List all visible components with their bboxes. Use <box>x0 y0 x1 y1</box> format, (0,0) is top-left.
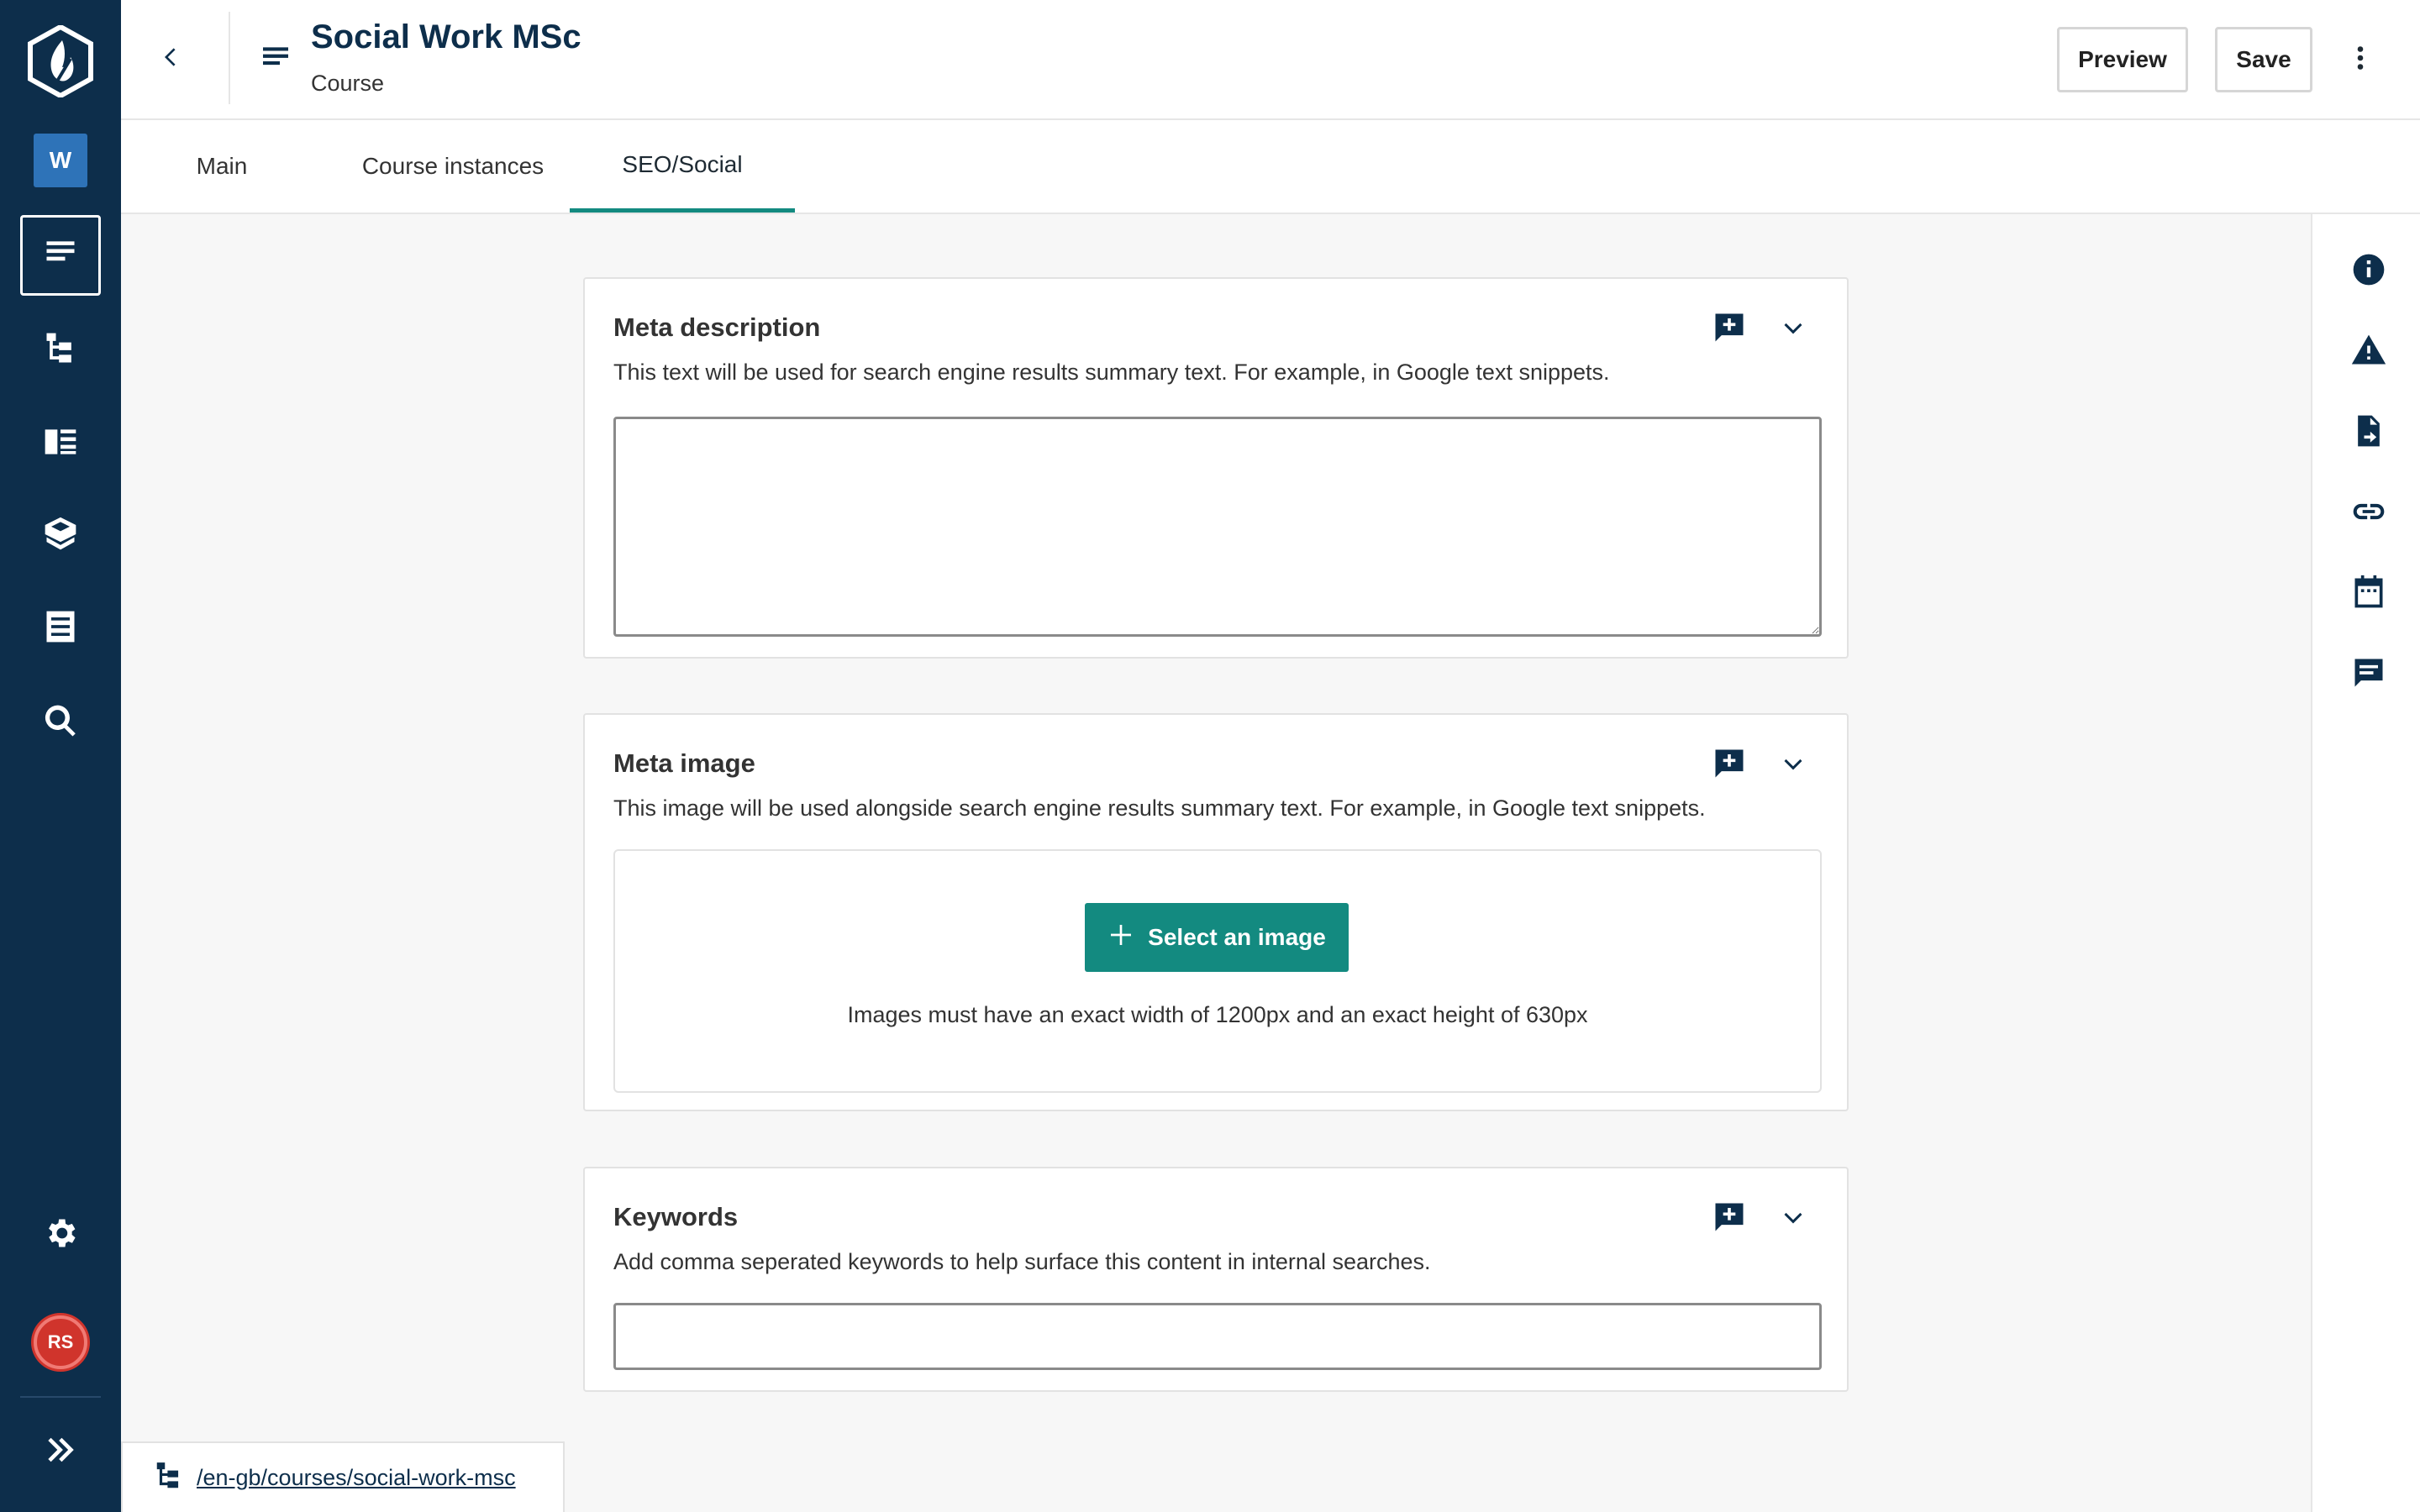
expand-nav-button[interactable] <box>20 1411 101 1492</box>
meta-description-help: This text will be used for search engine results summary text. For example, in Google text snippets. <box>613 360 1610 385</box>
plus-icon <box>1107 921 1134 954</box>
preview-button[interactable]: Preview <box>2057 27 2188 92</box>
meta-description-title: Meta description <box>613 312 821 342</box>
nav-settings-button[interactable] <box>20 1194 101 1275</box>
layout-icon <box>42 423 79 465</box>
meta-image-panel <box>583 713 1849 1111</box>
document-export-icon[interactable] <box>2349 411 2389 451</box>
page-path-link[interactable]: /en-gb/courses/social-work-msc <box>197 1464 516 1490</box>
left-navigation <box>0 0 121 1512</box>
info-icon[interactable] <box>2349 249 2389 290</box>
tab-course-instances[interactable]: Course instances <box>361 153 544 179</box>
nav-layout-button[interactable] <box>20 403 101 484</box>
nav-search-button[interactable] <box>20 682 101 763</box>
nav-divider <box>20 1396 101 1398</box>
meta-description-textarea[interactable] <box>613 417 1822 637</box>
nav-components-button[interactable] <box>20 496 101 576</box>
meta-image-help: This image will be used alongside search engine results summary text. For example, in Google text snippets. <box>613 795 1706 821</box>
calendar-icon[interactable] <box>2349 572 2389 612</box>
keywords-help: Add comma seperated keywords to help surface this content in internal searches. <box>613 1249 1431 1274</box>
comment-icon[interactable] <box>2349 653 2389 693</box>
site-tree-icon <box>42 330 79 371</box>
page-path-bar <box>121 1441 565 1512</box>
image-requirements-note: Images must have an exact width of 1200px and an exact height of 630px <box>847 1002 1588 1027</box>
back-button[interactable] <box>155 34 188 84</box>
keywords-panel <box>583 1167 1849 1392</box>
search-icon <box>42 702 79 743</box>
right-sidebar <box>2311 214 2420 1512</box>
image-dropzone <box>613 849 1822 1093</box>
chevron-down-icon[interactable] <box>1778 1202 1812 1236</box>
page-header <box>121 0 2420 120</box>
keywords-input[interactable] <box>613 1303 1822 1370</box>
chevron-down-icon[interactable] <box>1778 312 1812 346</box>
add-comment-icon[interactable] <box>1711 309 1751 349</box>
gear-icon <box>42 1215 79 1256</box>
cube-icon <box>42 516 79 557</box>
meta-image-title: Meta image <box>613 748 755 778</box>
meta-description-panel <box>583 277 1849 659</box>
user-avatar[interactable]: RS <box>34 1315 87 1369</box>
header-divider <box>229 12 230 104</box>
nav-list-button[interactable] <box>20 588 101 669</box>
keywords-title: Keywords <box>613 1202 739 1231</box>
chevron-down-icon[interactable] <box>1778 748 1812 782</box>
nav-content-button[interactable] <box>20 215 101 296</box>
site-tree-icon <box>153 1460 185 1496</box>
add-comment-icon[interactable] <box>1711 745 1751 785</box>
warning-icon[interactable] <box>2349 330 2389 370</box>
link-icon[interactable] <box>2349 491 2389 532</box>
app-logo-icon[interactable] <box>27 25 94 97</box>
double-chevron-right-icon <box>42 1431 79 1473</box>
select-image-button[interactable] <box>1085 903 1349 972</box>
add-comment-icon[interactable] <box>1711 1199 1751 1239</box>
more-options-button[interactable] <box>2348 39 2373 81</box>
page-title: Social Work MSc <box>311 18 581 55</box>
vertical-dots-icon <box>2345 43 2375 77</box>
list-document-icon <box>42 608 79 649</box>
tab-main[interactable]: Main <box>196 153 248 179</box>
tab-bar <box>121 120 2420 214</box>
content-lines-icon <box>42 235 79 276</box>
select-image-label: Select an image <box>1148 924 1326 950</box>
content-type-icon <box>259 40 292 74</box>
content-type-label: Course <box>311 71 385 96</box>
save-button[interactable]: Save <box>2215 27 2312 92</box>
chevron-left-icon <box>158 44 185 75</box>
nav-sitetree-button[interactable] <box>20 310 101 391</box>
tab-seo-social[interactable]: SEO/Social <box>570 120 795 213</box>
workspace-badge[interactable]: W <box>34 134 87 187</box>
